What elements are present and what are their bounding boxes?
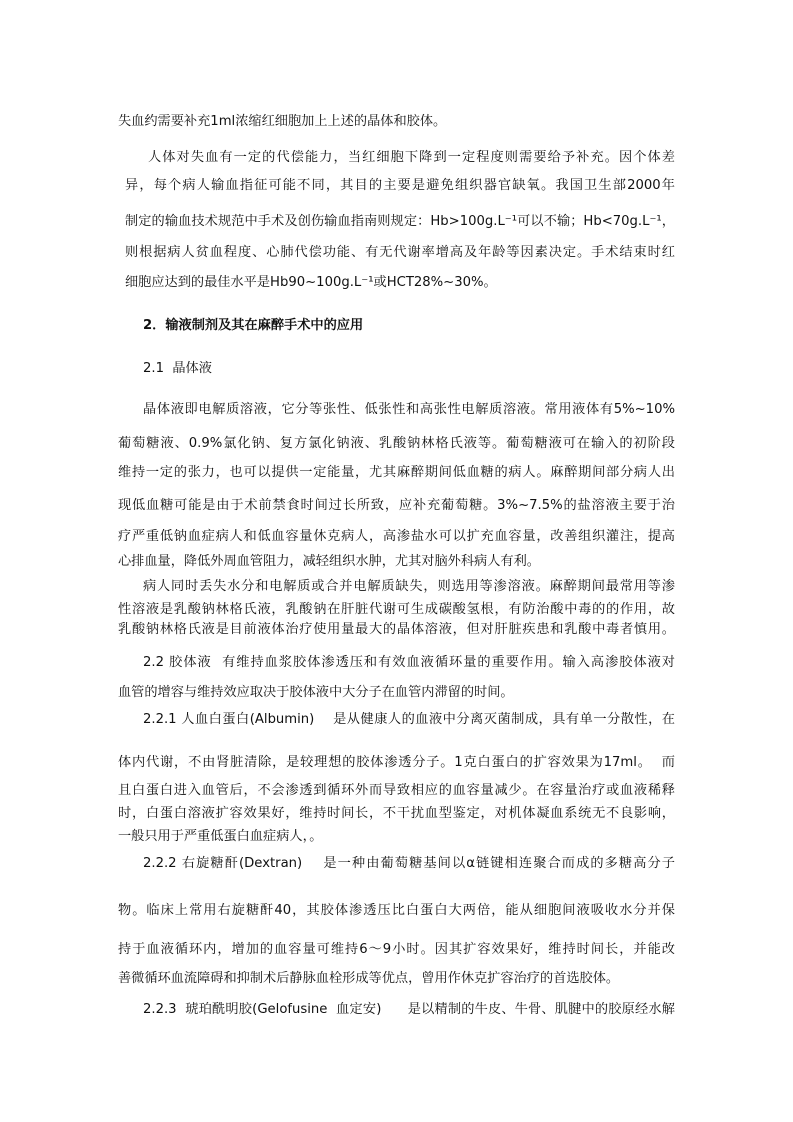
paragraph-line: 病人同时丢失水分和电解质或合并电解质缺失，则选用等渗溶液。麻醉期间最常用等渗: [143, 579, 675, 594]
paragraph-line: 2.2.2 右旋糖酐(Dextran) 是一种由葡萄糖基间以α链键相连聚合而成的多糖高分子: [143, 856, 675, 871]
paragraph-line: 性溶液是乳酸钠林格氏液，乳酸钠在肝脏代谢可生成碳酸氢根，有防治酸中毒的的作用，故: [118, 602, 675, 617]
section-heading: 2．输液制剂及其在麻醉手术中的应用: [143, 318, 364, 333]
paragraph-line: 且白蛋白进入血管后，不会渗透到循环外而导致相应的血容量减少。在容量治疗或血液稀释: [118, 783, 675, 798]
subsection-heading: 2.1 晶体液: [143, 361, 212, 376]
paragraph-line: 乳酸钠林格氏液是目前液体治疗使用量最大的晶体溶液，但对肝脏疾患和乳酸中毒者慎用。: [118, 622, 675, 637]
paragraph-line: 血管的增容与维持效应取决于胶体液中大分子在血管内滞留的时间。: [118, 685, 514, 700]
paragraph-line: 物。临床上常用右旋糖酐40，其胶体渗透压比白蛋白大两倍，能从细胞间液吸收水分并保: [118, 903, 675, 918]
paragraph-line: 2.2.3 琥珀酰明胶(Gelofusine 血定安) 是以精制的牛皮、牛骨、肌腱中的胶原经水解: [143, 1002, 675, 1017]
paragraph-line: 持于血液循环内，增加的血容量可维持6～9小时。因其扩容效果好，维持时间长，并能改: [118, 942, 675, 957]
paragraph-line: 时，白蛋白溶液扩容效果好，维持时间长，不干扰血型鉴定，对机体凝血系统无不良影响，: [118, 806, 675, 821]
paragraph-line: 则根据病人贫血程度、心肺代偿功能、有无代谢率增高及年龄等因素决定。手术结束时红: [125, 245, 675, 260]
paragraph-line: 善微循环血流障碍和抑制术后静脉血栓形成等优点，曾用作休克扩容治疗的首选胶体。: [118, 971, 620, 986]
paragraph-line: 异，每个病人输血指征可能不同，其目的主要是避免组织器官缺氧。我国卫生部2000年: [125, 178, 675, 193]
paragraph-line: 现低血糖可能是由于术前禁食时间过长所致，应补充葡萄糖。3%~7.5%的盐溶液主要于治: [118, 498, 675, 513]
paragraph-line: 葡萄糖液、0.9%氯化钠、复方氯化钠液、乳酸钠林格氏液等。葡萄糖液可在输入的初阶段: [118, 436, 675, 451]
paragraph-line: 制定的输血技术规范中手术及创伤输血指南则规定：Hb>100g.L⁻¹可以不输；Hb<70g.L⁻¹，: [125, 214, 675, 229]
paragraph-line: 晶体液即电解质溶液，它分等张性、低张性和高张性电解质溶液。常用液体有5%~10%: [143, 402, 675, 417]
paragraph-line: 一般只用于严重低蛋白血症病人，。: [118, 829, 323, 844]
paragraph-line: 心排血量，降低外周血管阻力，减轻组织水肿，尤其对脑外科病人有利。: [118, 554, 540, 569]
paragraph-line: 维持一定的张力，也可以提供一定能量，尤其麻醉期间低血糖的病人。麻醉期间部分病人出: [118, 465, 675, 480]
paragraph-line: 失血约需要补充1ml浓缩红细胞加上上述的晶体和胶体。: [118, 114, 447, 129]
paragraph-line: 2.2.1 人血白蛋白(Albumin) 是从健康人的血液中分离灭菌制成，具有单一分散性，在: [143, 712, 675, 727]
paragraph-line: 细胞应达到的最佳水平是Hb90~100g.L⁻¹或HCT28%~30%。: [125, 275, 497, 290]
paragraph-line: 人体对失血有一定的代偿能力，当红细胞下降到一定程度则需要给予补充。因个体差: [148, 150, 675, 165]
paragraph-line: 体内代谢，不由肾脏清除，是较理想的胶体渗透分子。1克白蛋白的扩容效果为17ml。 而: [118, 755, 675, 770]
paragraph-line: 2.2 胶体液 有维持血浆胶体渗透压和有效血液循环量的重要作用。输入高渗胶体液对: [143, 655, 675, 670]
paragraph-line: 疗严重低钠血症病人和低血容量休克病人，高渗盐水可以扩充血容量，改善组织灌注，提高: [118, 529, 675, 544]
